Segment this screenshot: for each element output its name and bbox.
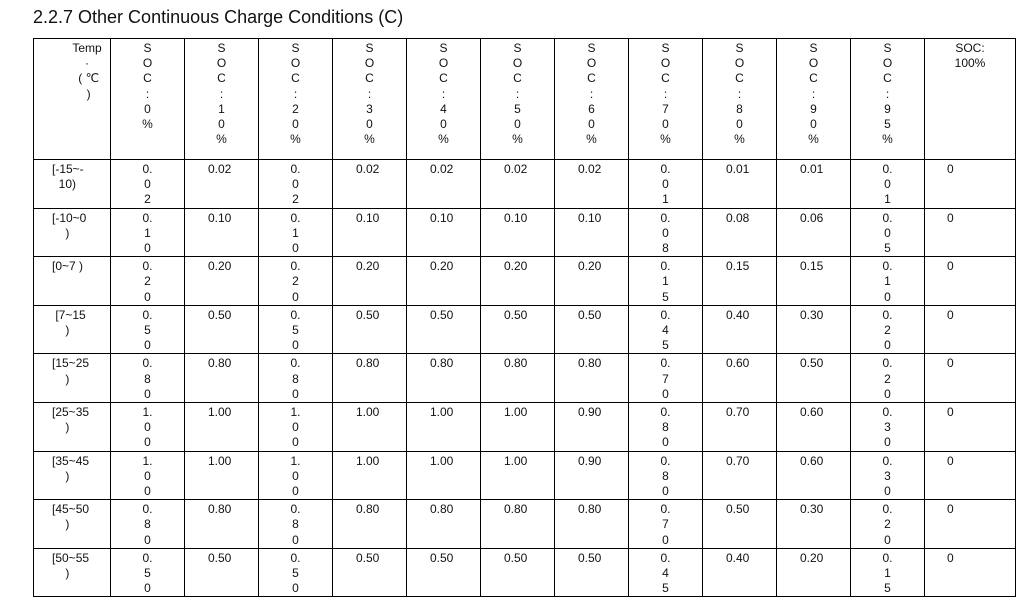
value-text: 1.00 — [356, 405, 380, 420]
value-text: 1.00 — [430, 405, 454, 420]
value-cell — [925, 354, 1016, 403]
value-cell — [925, 500, 1016, 549]
value-cell — [259, 354, 333, 403]
value-text: 0. 1 5 — [660, 259, 671, 304]
value-cell — [703, 208, 777, 257]
value-cell — [407, 257, 481, 306]
value-text: 0. 8 0 — [660, 453, 671, 499]
value-cell — [925, 451, 1016, 500]
value-cell — [407, 305, 481, 354]
temp-range-cell — [34, 354, 111, 403]
value-text: 1. 0 0 — [142, 405, 153, 450]
value-cell — [259, 500, 333, 549]
value-text: 0.20 — [208, 259, 232, 274]
value-text: 0.50 — [504, 307, 528, 322]
value-cell — [777, 403, 851, 452]
header-cell-soc-70 — [629, 39, 703, 160]
value-cell — [629, 305, 703, 354]
value-text: 0.08 — [726, 210, 750, 225]
value-text: 0.10 — [430, 210, 454, 225]
header-label: S O C : 2 0 % — [290, 41, 301, 147]
value-text: 0. 1 0 — [882, 259, 893, 304]
temp-range-cell — [34, 403, 111, 452]
value-cell — [185, 257, 259, 306]
value-text: 1. 0 0 — [290, 405, 301, 450]
value-cell — [703, 548, 777, 597]
value-cell — [333, 548, 407, 597]
header-cell-soc-80 — [703, 39, 777, 160]
value-cell — [407, 354, 481, 403]
header-label: S O C : 3 0 % — [364, 41, 375, 147]
value-text: 0.02 — [578, 162, 602, 176]
value-text: 0. 3 0 — [882, 405, 893, 450]
value-text: 0. 0 1 — [660, 162, 671, 207]
value-text: 0. 5 0 — [142, 307, 153, 353]
value-text: 0.80 — [578, 356, 602, 371]
value-text: 0. 2 0 — [882, 502, 893, 547]
header-cell-soc-95 — [851, 39, 925, 160]
value-text: 0. 1 0 — [142, 210, 153, 256]
header-cell-soc-60 — [555, 39, 629, 160]
value-cell — [333, 305, 407, 354]
header-row — [34, 39, 1016, 160]
value-text: 0. 8 0 — [660, 405, 671, 450]
value-text: 0.10 — [208, 210, 232, 225]
value-text: 0.02 — [208, 162, 232, 176]
value-cell — [111, 500, 185, 549]
value-text: 0. 2 0 — [142, 259, 153, 304]
value-cell — [185, 208, 259, 257]
value-text: 0.50 — [356, 307, 380, 322]
value-text: 0.02 — [356, 162, 380, 176]
table-row — [34, 257, 1016, 306]
value-cell — [333, 354, 407, 403]
value-text: 0. 8 0 — [290, 356, 301, 401]
table-row — [34, 403, 1016, 452]
value-text: 0.90 — [578, 405, 602, 420]
value-text: 0. 4 5 — [660, 307, 671, 353]
header-label: S O C : 8 0 % — [734, 41, 745, 147]
value-text: 0.80 — [504, 356, 528, 371]
header-cell-soc-100 — [925, 39, 1016, 160]
value-cell — [629, 208, 703, 257]
value-text: 0 — [947, 307, 954, 322]
value-cell — [629, 451, 703, 500]
value-cell — [481, 548, 555, 597]
value-text: 0.10 — [504, 210, 528, 225]
value-cell — [555, 548, 629, 597]
value-cell — [925, 257, 1016, 306]
value-cell — [259, 451, 333, 500]
value-text: 0 — [947, 356, 954, 371]
value-cell — [851, 403, 925, 452]
header-label: S O C : 9 0 % — [808, 41, 819, 147]
value-cell — [703, 403, 777, 452]
header-label: S O C : 9 5 % — [882, 41, 893, 147]
table-row — [34, 354, 1016, 403]
table-row — [34, 548, 1016, 597]
value-cell — [333, 451, 407, 500]
value-cell — [629, 403, 703, 452]
value-text: 1. 0 0 — [142, 453, 153, 499]
value-text: 0.02 — [430, 162, 454, 176]
value-cell — [703, 160, 777, 209]
header-label: Temp · ( ℃ ) — [72, 41, 102, 101]
value-text: 0.60 — [800, 453, 824, 468]
value-cell — [407, 500, 481, 549]
value-cell — [111, 548, 185, 597]
value-cell — [851, 500, 925, 549]
value-text: 1.00 — [356, 453, 380, 468]
value-text: 0 — [947, 162, 954, 176]
temp-range-cell — [34, 257, 111, 306]
value-text: 0.50 — [726, 502, 750, 517]
temp-range-label: [35~45 ) — [52, 453, 90, 483]
value-cell — [777, 208, 851, 257]
value-text: 1. 0 0 — [290, 453, 301, 499]
value-cell — [555, 403, 629, 452]
value-text: 0.50 — [430, 307, 454, 322]
value-text: 0.30 — [800, 502, 824, 517]
value-text: 0.80 — [208, 502, 232, 517]
value-cell — [777, 500, 851, 549]
value-cell — [111, 160, 185, 209]
value-cell — [777, 451, 851, 500]
value-cell — [851, 257, 925, 306]
value-text: 0 — [947, 502, 954, 517]
value-cell — [703, 257, 777, 306]
header-cell-temp — [34, 39, 111, 160]
value-cell — [481, 208, 555, 257]
value-text: 0.20 — [578, 259, 602, 274]
value-text: 0. 0 2 — [290, 162, 301, 207]
temp-range-label: [25~35 ) — [52, 405, 90, 435]
value-cell — [555, 257, 629, 306]
value-cell — [629, 548, 703, 597]
value-cell — [333, 257, 407, 306]
value-text: 0 — [947, 405, 954, 420]
value-text: 1.00 — [504, 453, 528, 468]
value-cell — [333, 500, 407, 549]
value-text: 0.15 — [726, 259, 750, 274]
temp-range-label: [45~50 ) — [52, 502, 90, 532]
value-cell — [629, 500, 703, 549]
value-text: 0.50 — [578, 550, 602, 565]
table-row — [34, 305, 1016, 354]
value-text: 0. 8 0 — [142, 356, 153, 401]
temp-range-cell — [34, 451, 111, 500]
value-cell — [111, 305, 185, 354]
value-text: 0.50 — [430, 550, 454, 565]
value-text: 0 — [947, 453, 954, 468]
temp-range-label: [50~55 ) — [52, 550, 90, 581]
value-cell — [925, 548, 1016, 597]
temp-range-cell — [34, 160, 111, 209]
value-cell — [555, 354, 629, 403]
value-cell — [333, 403, 407, 452]
value-cell — [851, 160, 925, 209]
value-text: 0.20 — [356, 259, 380, 274]
value-text: 1.00 — [208, 405, 232, 420]
temp-range-label: [15~25 ) — [52, 356, 90, 386]
value-cell — [555, 451, 629, 500]
value-cell — [185, 451, 259, 500]
value-text: 0. 2 0 — [882, 356, 893, 401]
value-text: 0. 5 0 — [142, 550, 153, 596]
value-text: 0.80 — [356, 502, 380, 517]
value-text: 0.80 — [430, 356, 454, 371]
value-text: 0.01 — [726, 162, 750, 176]
value-text: 0.80 — [356, 356, 380, 371]
value-text: 0.50 — [504, 550, 528, 565]
value-text: 0.20 — [504, 259, 528, 274]
temp-range-cell — [34, 305, 111, 354]
value-text: 0.50 — [208, 550, 232, 565]
value-cell — [703, 500, 777, 549]
value-text: 1.00 — [208, 453, 232, 468]
value-cell — [333, 208, 407, 257]
value-cell — [629, 160, 703, 209]
value-cell — [481, 354, 555, 403]
value-cell — [333, 160, 407, 209]
value-cell — [259, 403, 333, 452]
value-cell — [777, 305, 851, 354]
value-text: 0.02 — [504, 162, 528, 176]
value-cell — [407, 160, 481, 209]
value-cell — [185, 548, 259, 597]
header-label: S O C : 7 0 % — [660, 41, 671, 147]
value-cell — [925, 305, 1016, 354]
value-cell — [629, 257, 703, 306]
value-text: 0.50 — [578, 307, 602, 322]
value-text: 0.40 — [726, 550, 750, 565]
value-cell — [111, 451, 185, 500]
value-cell — [925, 403, 1016, 452]
header-cell-soc-40 — [407, 39, 481, 160]
value-text: 0. 0 1 — [882, 162, 893, 207]
value-text: 0. 7 0 — [660, 502, 671, 547]
value-text: 0.80 — [430, 502, 454, 517]
temp-range-cell — [34, 500, 111, 549]
header-cell-soc-10 — [185, 39, 259, 160]
value-text: 0. 5 0 — [290, 307, 301, 353]
value-cell — [777, 548, 851, 597]
value-text: 0. 2 0 — [290, 259, 301, 304]
value-text: 0.20 — [430, 259, 454, 274]
value-text: 0.20 — [800, 550, 824, 565]
header-cell-soc-30 — [333, 39, 407, 160]
value-text: 0. 5 0 — [290, 550, 301, 596]
value-text: 0 — [947, 210, 954, 225]
value-cell — [851, 354, 925, 403]
value-cell — [777, 160, 851, 209]
temp-range-label: [7~15 ) — [55, 307, 86, 338]
value-text: 0.60 — [800, 405, 824, 420]
value-text: 0. 4 5 — [660, 550, 671, 596]
value-text: 0. 0 8 — [660, 210, 671, 256]
value-cell — [407, 451, 481, 500]
value-text: 0. 8 0 — [142, 502, 153, 547]
value-text: 0 — [947, 259, 954, 274]
value-text: 0.15 — [800, 259, 824, 274]
value-text: 0.60 — [726, 356, 750, 371]
value-text: 0.40 — [726, 307, 750, 322]
value-cell — [481, 257, 555, 306]
temp-range-label: [0~7 ) — [52, 259, 84, 274]
value-cell — [629, 354, 703, 403]
value-text: 0.80 — [578, 502, 602, 517]
value-cell — [555, 500, 629, 549]
value-cell — [185, 403, 259, 452]
value-cell — [111, 208, 185, 257]
value-cell — [111, 354, 185, 403]
value-text: 0.50 — [800, 356, 824, 371]
header-cell-soc-0 — [111, 39, 185, 160]
header-cell-soc-50 — [481, 39, 555, 160]
value-cell — [703, 354, 777, 403]
value-text: 0. 1 0 — [290, 210, 301, 256]
value-text: 0.90 — [578, 453, 602, 468]
value-cell — [851, 451, 925, 500]
temp-range-cell — [34, 208, 111, 257]
header-label: S O C : 1 0 % — [216, 41, 227, 147]
value-cell — [407, 208, 481, 257]
value-cell — [925, 208, 1016, 257]
value-cell — [925, 160, 1016, 209]
table-row — [34, 208, 1016, 257]
value-text: 0.10 — [356, 210, 380, 225]
value-cell — [111, 403, 185, 452]
value-text: 0. 2 0 — [882, 307, 893, 353]
header-label: S O C : 0 % — [142, 41, 153, 132]
value-cell — [111, 257, 185, 306]
value-cell — [259, 160, 333, 209]
value-text: 0.80 — [208, 356, 232, 371]
value-cell — [703, 305, 777, 354]
value-cell — [555, 305, 629, 354]
value-text: 0.30 — [800, 307, 824, 322]
value-text: 0. 0 5 — [882, 210, 893, 256]
page-title: 2.2.7 Other Continuous Charge Conditions (C) — [33, 7, 404, 27]
value-cell — [185, 500, 259, 549]
value-cell — [407, 403, 481, 452]
value-text: 0.06 — [800, 210, 824, 225]
header-label: SOC: 100% — [954, 41, 986, 71]
value-cell — [259, 305, 333, 354]
table-row — [34, 451, 1016, 500]
value-text: 0. 0 2 — [142, 162, 153, 207]
table-row — [34, 500, 1016, 549]
value-cell — [185, 305, 259, 354]
value-cell — [777, 257, 851, 306]
value-text: 1.00 — [430, 453, 454, 468]
value-text: 0.70 — [726, 405, 750, 420]
value-cell — [555, 208, 629, 257]
temp-range-cell — [34, 548, 111, 597]
header-label: S O C : 6 0 % — [586, 41, 597, 147]
temp-range-label: [-15~- 10) — [52, 162, 84, 192]
value-cell — [481, 500, 555, 549]
value-cell — [703, 451, 777, 500]
value-cell — [481, 403, 555, 452]
value-text: 0.50 — [208, 307, 232, 322]
value-text: 0. 1 5 — [882, 550, 893, 596]
value-cell — [259, 257, 333, 306]
value-text: 0.50 — [356, 550, 380, 565]
value-cell — [259, 548, 333, 597]
value-cell — [481, 160, 555, 209]
table-row — [34, 160, 1016, 209]
value-cell — [185, 160, 259, 209]
header-label: S O C : 5 0 % — [512, 41, 523, 147]
value-text: 0.70 — [726, 453, 750, 468]
value-text: 0. 3 0 — [882, 453, 893, 499]
value-cell — [851, 305, 925, 354]
value-cell — [259, 208, 333, 257]
header-label: S O C : 4 0 % — [438, 41, 449, 147]
header-cell-soc-90 — [777, 39, 851, 160]
charge-conditions-table — [33, 38, 1016, 597]
value-cell — [481, 305, 555, 354]
value-cell — [851, 208, 925, 257]
header-cell-soc-20 — [259, 39, 333, 160]
temp-range-label: [-10~0 ) — [52, 210, 87, 240]
value-cell — [777, 354, 851, 403]
value-text: 0 — [947, 550, 954, 565]
value-cell — [851, 548, 925, 597]
value-text: 0.80 — [504, 502, 528, 517]
value-text: 0.10 — [578, 210, 602, 225]
value-text: 0. 8 0 — [290, 502, 301, 547]
value-cell — [185, 354, 259, 403]
value-text: 0.01 — [800, 162, 824, 176]
value-text: 1.00 — [504, 405, 528, 420]
value-cell — [555, 160, 629, 209]
value-cell — [481, 451, 555, 500]
value-text: 0. 7 0 — [660, 356, 671, 401]
value-cell — [407, 548, 481, 597]
